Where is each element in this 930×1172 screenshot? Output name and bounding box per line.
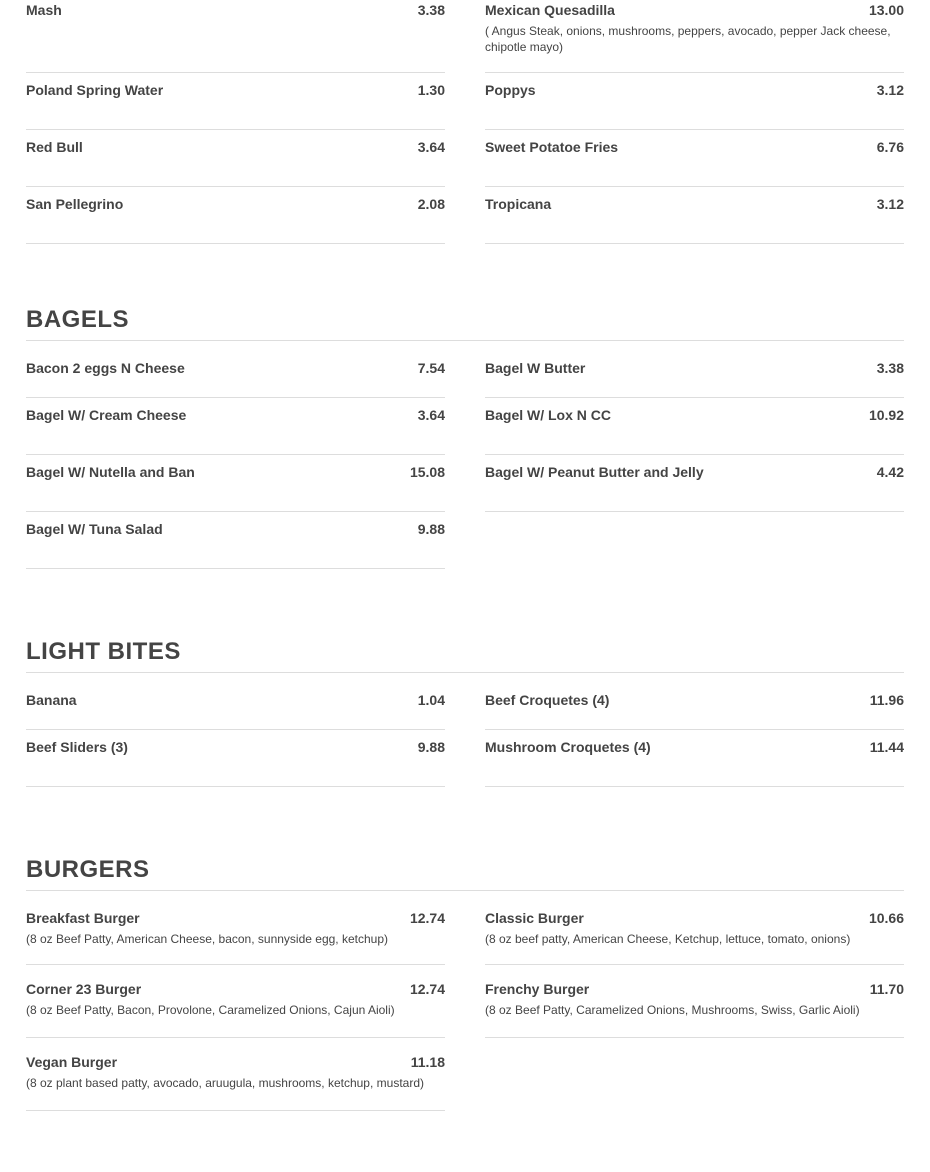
- item-price: 11.96: [869, 692, 904, 708]
- burgers-right-column: [485, 891, 904, 1111]
- item-price: 9.88: [417, 521, 445, 537]
- top-right-column: [485, 0, 904, 244]
- item-price: 3.64: [417, 139, 445, 155]
- item-price: 10.92: [868, 407, 904, 423]
- item-name: Frenchy Burger: [485, 981, 590, 997]
- item-name: Beef Croquetes (4): [485, 692, 610, 708]
- item-price: 9.88: [417, 739, 445, 755]
- menu-item[interactable]: [26, 1038, 445, 1111]
- item-name: Banana: [26, 692, 77, 708]
- item-description: (8 oz Beef Patty, Caramelized Onions, Mushrooms, Swiss, Garlic Aioli): [485, 1003, 860, 1017]
- top-menu-grid: [26, 0, 904, 244]
- section-title: BURGERS: [26, 854, 904, 891]
- menu-item[interactable]: [26, 187, 445, 244]
- top-left-column: [26, 0, 445, 244]
- section-title: LIGHT BITES: [26, 636, 904, 673]
- menu-item[interactable]: [485, 130, 904, 187]
- item-description: ( Angus Steak, onions, mushrooms, peppers, avocado, pepper Jack cheese, chipotle mayo): [485, 24, 891, 54]
- item-name: Mexican Quesadilla: [485, 2, 615, 18]
- item-price: 12.74: [409, 910, 445, 926]
- bagels-grid: [26, 341, 904, 569]
- item-price: 3.38: [417, 2, 445, 18]
- light-bites-grid: [26, 673, 904, 787]
- item-name: Beef Sliders (3): [26, 739, 128, 755]
- item-name: Poland Spring Water: [26, 82, 164, 98]
- item-price: 13.00: [868, 2, 904, 18]
- menu-item[interactable]: [26, 398, 445, 455]
- menu-item[interactable]: [26, 965, 445, 1038]
- bagels-left-column: [26, 341, 445, 569]
- burgers-left-column: [26, 891, 445, 1111]
- item-name: Classic Burger: [485, 910, 584, 926]
- menu-item[interactable]: [485, 673, 904, 730]
- item-name: Mushroom Croquetes (4): [485, 739, 651, 755]
- menu-item[interactable]: [26, 512, 445, 569]
- menu-item[interactable]: [485, 891, 904, 965]
- bagels-right-column: [485, 341, 904, 569]
- item-name: Bagel W/ Peanut Butter and Jelly: [485, 464, 704, 480]
- item-price: 3.12: [876, 82, 904, 98]
- burgers-section: [26, 854, 904, 1111]
- item-name: Bagel W Butter: [485, 360, 586, 376]
- item-price: 7.54: [417, 360, 445, 376]
- item-price: 11.70: [869, 981, 904, 997]
- item-name: Poppys: [485, 82, 536, 98]
- item-price: 11.44: [869, 739, 904, 755]
- item-name: Bagel W/ Nutella and Ban: [26, 464, 195, 480]
- item-name: Breakfast Burger: [26, 910, 140, 926]
- item-name: Corner 23 Burger: [26, 981, 142, 997]
- item-name: Bagel W/ Cream Cheese: [26, 407, 187, 423]
- menu-item[interactable]: [485, 187, 904, 244]
- bagels-section: [26, 304, 904, 569]
- menu-item[interactable]: [485, 730, 904, 787]
- item-description: (8 oz beef patty, American Cheese, Ketchup, lettuce, tomato, onions): [485, 932, 851, 946]
- section-title: BAGELS: [26, 304, 904, 341]
- item-name: San Pellegrino: [26, 196, 124, 212]
- item-price: 12.74: [409, 981, 445, 997]
- light-bites-left-column: [26, 673, 445, 787]
- menu-item[interactable]: [485, 0, 904, 73]
- menu-item[interactable]: [26, 455, 445, 512]
- light-bites-section: [26, 636, 904, 787]
- item-name: Vegan Burger: [26, 1054, 118, 1070]
- menu-item[interactable]: [26, 341, 445, 398]
- menu-item[interactable]: [26, 730, 445, 787]
- item-price: 3.64: [417, 407, 445, 423]
- item-price: 3.38: [876, 360, 904, 376]
- light-bites-right-column: [485, 673, 904, 787]
- item-name: Red Bull: [26, 139, 83, 155]
- menu-item[interactable]: [26, 673, 445, 730]
- item-price: 4.42: [876, 464, 904, 480]
- item-price: 1.30: [417, 82, 445, 98]
- item-price: 3.12: [876, 196, 904, 212]
- menu-item[interactable]: [485, 341, 904, 398]
- menu-item[interactable]: [485, 398, 904, 455]
- item-name: Mash: [26, 2, 62, 18]
- menu-item[interactable]: [485, 73, 904, 130]
- item-name: Bagel W/ Tuna Salad: [26, 521, 163, 537]
- menu-item[interactable]: [26, 891, 445, 965]
- item-price: 15.08: [409, 464, 445, 480]
- menu-item[interactable]: [26, 130, 445, 187]
- item-price: 1.04: [417, 692, 445, 708]
- item-price: 11.18: [410, 1054, 445, 1070]
- item-name: Bacon 2 eggs N Cheese: [26, 360, 185, 376]
- item-price: 6.76: [876, 139, 904, 155]
- burgers-grid: [26, 891, 904, 1111]
- item-name: Bagel W/ Lox N CC: [485, 407, 612, 423]
- item-price: 10.66: [868, 910, 904, 926]
- item-description: (8 oz Beef Patty, American Cheese, bacon, sunnyside egg, ketchup): [26, 932, 388, 946]
- item-description: (8 oz plant based patty, avocado, aruugula, mushrooms, ketchup, mustard): [26, 1076, 424, 1090]
- menu-item[interactable]: [26, 73, 445, 130]
- menu-item[interactable]: [485, 965, 904, 1038]
- item-price: 2.08: [417, 196, 445, 212]
- item-name: Tropicana: [485, 196, 552, 212]
- menu-item[interactable]: [485, 455, 904, 512]
- menu-item[interactable]: [26, 0, 445, 73]
- item-name: Sweet Potatoe Fries: [485, 139, 619, 155]
- item-description: (8 oz Beef Patty, Bacon, Provolone, Caramelized Onions, Cajun Aioli): [26, 1003, 395, 1017]
